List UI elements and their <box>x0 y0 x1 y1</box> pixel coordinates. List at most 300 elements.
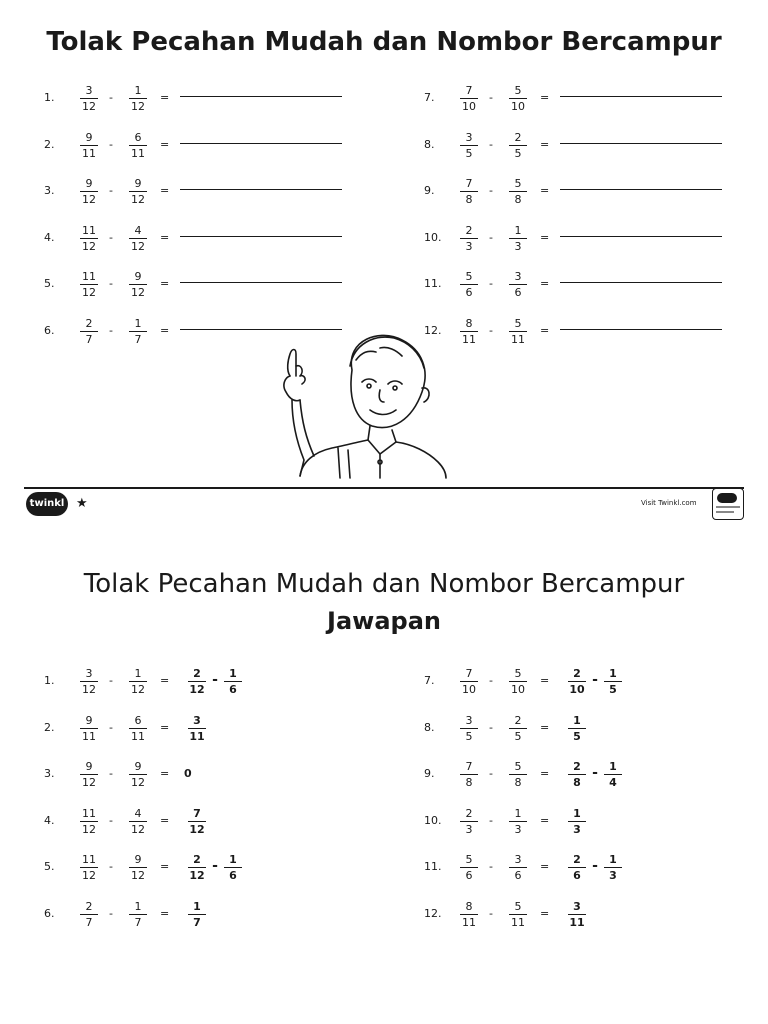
fraction-bar <box>129 681 147 682</box>
minus-sign: - <box>109 91 113 104</box>
equals-sign: = <box>160 674 170 687</box>
fraction-bar <box>509 774 527 775</box>
fraction-bar <box>188 867 206 868</box>
numerator: 5 <box>514 177 522 191</box>
fraction <box>76 667 102 696</box>
equals-sign: = <box>160 907 170 920</box>
numerator: 3 <box>514 270 522 284</box>
denominator: 5 <box>514 729 522 743</box>
fraction <box>76 807 102 836</box>
fraction-bar <box>460 98 478 99</box>
fraction-bar <box>129 238 147 239</box>
answer-row <box>44 900 364 930</box>
denominator: 12 <box>82 683 96 696</box>
answer-line[interactable] <box>180 96 342 97</box>
question-row <box>424 84 744 114</box>
answer-value <box>184 760 192 790</box>
fraction-bar <box>80 774 98 775</box>
answer-value <box>184 900 210 930</box>
fraction <box>76 900 102 929</box>
question-number: 7. <box>424 674 435 687</box>
answer-number: 0 <box>184 767 192 781</box>
numerator: 5 <box>514 84 522 97</box>
equals-sign: = <box>540 277 550 291</box>
minus-sign: - <box>489 907 493 920</box>
numerator: 11 <box>82 223 96 237</box>
answers-title: Tolak Pecahan Mudah dan Nombor Bercampur <box>83 569 685 599</box>
fraction <box>600 667 626 696</box>
question-number: 5. <box>44 277 55 291</box>
fraction <box>456 853 482 882</box>
numerator: 3 <box>465 130 473 144</box>
fraction-bar <box>80 821 98 822</box>
fraction-bar <box>129 821 147 822</box>
equals-sign: = <box>540 860 550 874</box>
denominator: 3 <box>514 239 522 253</box>
denominator: 11 <box>511 916 525 929</box>
numerator: 7 <box>465 84 473 97</box>
fraction <box>505 270 531 299</box>
fraction-bar <box>80 681 98 682</box>
fraction <box>505 317 531 346</box>
question-number: 1. <box>44 91 55 104</box>
fraction-bar <box>188 681 206 682</box>
fraction <box>456 807 482 836</box>
numerator: 3 <box>85 667 93 680</box>
worksheet-title: Tolak Pecahan Mudah dan Nombor Bercampur <box>46 27 722 57</box>
answer-row <box>424 807 744 837</box>
numerator: 1 <box>609 667 617 680</box>
fraction-bar <box>460 728 478 729</box>
fraction-bar <box>129 331 147 332</box>
fraction-bar <box>80 145 98 146</box>
fraction <box>125 84 151 113</box>
answer-row <box>424 714 744 744</box>
twinkl-logo[interactable]: twinkl <box>26 492 68 516</box>
numerator: 5 <box>514 317 522 330</box>
question-row <box>424 270 744 300</box>
fraction <box>76 270 102 299</box>
answer-line[interactable] <box>560 282 722 283</box>
minus-sign: - <box>489 813 493 827</box>
denominator: 5 <box>465 146 473 160</box>
answer-value <box>184 667 246 697</box>
fraction-bar <box>604 681 622 682</box>
question-row <box>424 224 744 254</box>
minus-sign: - <box>109 277 113 291</box>
numerator: 1 <box>609 853 617 867</box>
fraction <box>76 177 102 206</box>
equals-sign: = <box>160 860 170 874</box>
equals-sign: = <box>540 324 550 337</box>
minus-sign: - <box>489 137 493 151</box>
denominator: 12 <box>131 869 145 883</box>
denominator: 12 <box>131 822 145 836</box>
numerator: 11 <box>82 270 96 284</box>
minus-sign: - <box>109 324 113 337</box>
equals-sign: = <box>160 230 170 244</box>
equals-sign: = <box>160 767 170 781</box>
answer-line[interactable] <box>180 282 342 283</box>
question-row <box>424 317 744 347</box>
fraction-bar <box>129 191 147 192</box>
fraction <box>505 84 531 113</box>
minus-sign: - <box>489 720 493 734</box>
denominator: 12 <box>82 822 96 836</box>
equals-sign: = <box>160 813 170 827</box>
fraction-bar <box>80 98 98 99</box>
minus-sign: - <box>489 230 493 244</box>
fraction <box>76 84 102 113</box>
fraction-bar <box>80 191 98 192</box>
numerator: 1 <box>514 806 522 820</box>
numerator: 1 <box>514 223 522 237</box>
numerator: 3 <box>85 84 93 97</box>
equals-sign: = <box>160 720 170 734</box>
fraction-bar <box>129 728 147 729</box>
fraction <box>76 131 102 160</box>
equals-sign: = <box>540 813 550 827</box>
fraction-bar <box>460 145 478 146</box>
numerator: 1 <box>134 900 142 913</box>
question-number: 11. <box>424 277 442 291</box>
fraction-bar <box>509 681 527 682</box>
question-number: 10. <box>424 230 442 244</box>
fraction-bar <box>188 914 206 915</box>
minus-sign: - <box>109 230 113 244</box>
denominator: 12 <box>82 869 96 883</box>
equals-sign: = <box>540 137 550 151</box>
answer-separator: - <box>592 672 598 688</box>
denominator: 7 <box>85 916 93 929</box>
minus-sign: - <box>109 813 113 827</box>
denominator: 11 <box>82 729 96 743</box>
answer-line[interactable] <box>560 143 722 144</box>
question-number: 11. <box>424 860 442 874</box>
fraction <box>76 317 102 346</box>
denominator: 12 <box>82 193 96 207</box>
fraction-bar <box>568 914 586 915</box>
fraction-bar <box>509 728 527 729</box>
denominator: 11 <box>189 729 205 743</box>
question-number: 9. <box>424 184 435 198</box>
denominator: 3 <box>465 239 473 253</box>
denominator: 11 <box>131 729 145 743</box>
numerator: 3 <box>465 713 473 727</box>
fraction <box>125 714 151 743</box>
question-number: 12. <box>424 907 442 920</box>
fraction <box>600 853 626 882</box>
fraction <box>76 224 102 253</box>
denominator: 12 <box>189 822 205 836</box>
answer-row <box>424 853 744 883</box>
fraction <box>456 270 482 299</box>
numerator: 9 <box>85 177 93 191</box>
fraction <box>184 853 210 882</box>
minus-sign: - <box>489 767 493 781</box>
fraction-bar <box>460 681 478 682</box>
denominator: 6 <box>514 869 522 883</box>
answer-line[interactable] <box>560 329 722 330</box>
fraction-bar <box>568 774 586 775</box>
denominator: 5 <box>514 146 522 160</box>
numerator: 2 <box>465 223 473 237</box>
fraction-bar <box>509 98 527 99</box>
fraction <box>184 667 210 696</box>
fraction-bar <box>509 821 527 822</box>
fraction-bar <box>509 284 527 285</box>
fraction-bar <box>460 191 478 192</box>
denominator: 12 <box>131 683 145 696</box>
question-number: 1. <box>44 674 55 687</box>
question-number: 4. <box>44 230 55 244</box>
fraction-bar <box>80 331 98 332</box>
answer-separator: - <box>592 858 598 875</box>
fraction <box>220 667 246 696</box>
question-number: 6. <box>44 907 55 920</box>
answer-line[interactable] <box>560 96 722 97</box>
fraction-bar <box>460 774 478 775</box>
fraction-bar <box>509 867 527 868</box>
denominator: 7 <box>85 333 93 346</box>
denominator: 12 <box>189 869 205 883</box>
fraction <box>456 900 482 929</box>
numerator: 11 <box>82 806 96 820</box>
fraction <box>125 317 151 346</box>
denominator: 12 <box>82 239 96 253</box>
answer-value <box>184 714 210 744</box>
question-number: 3. <box>44 184 55 198</box>
fraction-bar <box>460 238 478 239</box>
denominator: 6 <box>465 869 473 883</box>
fraction <box>220 853 246 882</box>
fraction <box>564 853 590 882</box>
numerator: 5 <box>465 853 473 867</box>
numerator: 7 <box>193 806 201 820</box>
fraction <box>125 224 151 253</box>
denominator: 8 <box>514 776 522 790</box>
question-number: 9. <box>424 767 435 781</box>
fraction <box>125 131 151 160</box>
minus-sign: - <box>109 907 113 920</box>
numerator: 3 <box>193 713 201 727</box>
numerator: 2 <box>193 667 201 680</box>
fraction <box>184 714 210 743</box>
denominator: 10 <box>569 683 585 696</box>
fraction <box>76 714 102 743</box>
denominator: 5 <box>465 729 473 743</box>
numerator: 6 <box>134 130 142 144</box>
fraction <box>505 177 531 206</box>
numerator: 9 <box>134 177 142 191</box>
question-number: 3. <box>44 767 55 781</box>
fraction-bar <box>604 867 622 868</box>
denominator: 11 <box>82 146 96 160</box>
answer-value <box>184 853 246 883</box>
fraction <box>564 667 590 696</box>
equals-sign: = <box>540 907 550 920</box>
numerator: 2 <box>514 713 522 727</box>
answer-line[interactable] <box>180 143 342 144</box>
minus-sign: - <box>109 137 113 151</box>
fraction <box>125 760 151 789</box>
answer-row <box>424 900 744 930</box>
denominator: 6 <box>465 286 473 300</box>
fraction-bar <box>460 284 478 285</box>
equals-sign: = <box>160 277 170 291</box>
footer-divider <box>24 487 744 489</box>
numerator: 8 <box>465 900 473 913</box>
denominator: 11 <box>131 146 145 160</box>
numerator: 2 <box>573 760 581 774</box>
answer-line[interactable] <box>560 236 722 237</box>
fraction <box>564 900 590 929</box>
denominator: 12 <box>189 683 205 696</box>
numerator: 9 <box>134 270 142 284</box>
minus-sign: - <box>109 720 113 734</box>
answer-line[interactable] <box>180 236 342 237</box>
minus-sign: - <box>109 674 113 687</box>
visit-twinkl-link[interactable]: Visit Twinkl.com <box>641 499 697 507</box>
answer-value <box>564 807 590 837</box>
numerator: 3 <box>514 853 522 867</box>
numerator: 1 <box>229 853 237 867</box>
question-row <box>44 177 364 207</box>
minus-sign: - <box>109 184 113 198</box>
fraction-bar <box>509 914 527 915</box>
question-number: 12. <box>424 324 442 337</box>
fraction <box>505 667 531 696</box>
question-number: 6. <box>44 324 55 337</box>
numerator: 7 <box>465 177 473 191</box>
numerator: 5 <box>514 900 522 913</box>
answer-value <box>564 900 590 930</box>
denominator: 10 <box>462 100 476 113</box>
equals-sign: = <box>540 720 550 734</box>
equals-sign: = <box>160 137 170 151</box>
denominator: 5 <box>573 729 581 743</box>
numerator: 8 <box>465 317 473 330</box>
fraction <box>125 900 151 929</box>
fraction-bar <box>568 821 586 822</box>
fraction <box>76 853 102 882</box>
answer-value <box>564 714 590 744</box>
fraction-bar <box>509 145 527 146</box>
numerator: 9 <box>85 713 93 727</box>
denominator: 12 <box>131 239 145 253</box>
numerator: 5 <box>514 760 522 774</box>
fraction <box>505 760 531 789</box>
numerator: 5 <box>465 270 473 284</box>
answer-row <box>44 667 364 697</box>
fraction-bar <box>509 331 527 332</box>
question-number: 5. <box>44 860 55 874</box>
equals-sign: = <box>540 91 550 104</box>
denominator: 12 <box>82 100 96 113</box>
fraction-bar <box>129 145 147 146</box>
fraction-bar <box>129 774 147 775</box>
fraction <box>564 760 590 789</box>
answer-line[interactable] <box>560 189 722 190</box>
fraction-bar <box>80 284 98 285</box>
fraction <box>125 853 151 882</box>
numerator: 11 <box>82 853 96 867</box>
fraction-bar <box>460 914 478 915</box>
question-number: 7. <box>424 91 435 104</box>
fraction <box>505 131 531 160</box>
numerator: 1 <box>609 760 617 774</box>
fraction <box>125 270 151 299</box>
numerator: 2 <box>85 317 93 330</box>
fraction-bar <box>80 728 98 729</box>
fraction <box>125 807 151 836</box>
equals-sign: = <box>540 767 550 781</box>
fraction <box>456 317 482 346</box>
fraction <box>505 900 531 929</box>
denominator: 12 <box>131 776 145 790</box>
denominator: 12 <box>131 286 145 300</box>
numerator: 5 <box>514 667 522 680</box>
fraction-bar <box>604 774 622 775</box>
denominator: 6 <box>514 286 522 300</box>
minus-sign: - <box>489 184 493 198</box>
answer-value <box>564 760 626 790</box>
question-number: 10. <box>424 813 442 827</box>
numerator: 1 <box>573 806 581 820</box>
numerator: 1 <box>229 667 237 680</box>
minus-sign: - <box>489 91 493 104</box>
answers-subtitle: Jawapan <box>327 607 441 635</box>
minus-sign: - <box>109 860 113 874</box>
fraction-bar <box>509 238 527 239</box>
numerator: 1 <box>134 317 142 330</box>
fraction <box>456 84 482 113</box>
denominator: 11 <box>569 916 585 929</box>
numerator: 6 <box>134 713 142 727</box>
denominator: 3 <box>514 822 522 836</box>
denominator: 11 <box>511 333 525 346</box>
answer-line[interactable] <box>180 189 342 190</box>
numerator: 1 <box>134 667 142 680</box>
minus-sign: - <box>109 767 113 781</box>
answer-row <box>44 760 364 790</box>
fraction-bar <box>80 867 98 868</box>
quality-badge-icon <box>712 488 744 520</box>
answer-row <box>44 807 364 837</box>
fraction <box>456 131 482 160</box>
star-icon: ★ <box>76 496 88 511</box>
denominator: 6 <box>229 683 237 696</box>
numerator: 1 <box>573 713 581 727</box>
fraction <box>125 667 151 696</box>
answer-value <box>184 807 210 837</box>
denominator: 7 <box>134 916 142 929</box>
numerator: 9 <box>85 760 93 774</box>
denominator: 6 <box>573 869 581 883</box>
answer-separator: - <box>212 672 218 688</box>
fraction <box>600 760 626 789</box>
numerator: 2 <box>514 130 522 144</box>
answer-value <box>564 667 626 697</box>
question-row <box>44 270 364 300</box>
fraction-bar <box>568 728 586 729</box>
fraction <box>184 900 210 929</box>
boy-pointing-illustration <box>262 330 452 480</box>
denominator: 12 <box>82 776 96 790</box>
minus-sign: - <box>489 277 493 291</box>
fraction-bar <box>460 821 478 822</box>
fraction-bar <box>188 728 206 729</box>
